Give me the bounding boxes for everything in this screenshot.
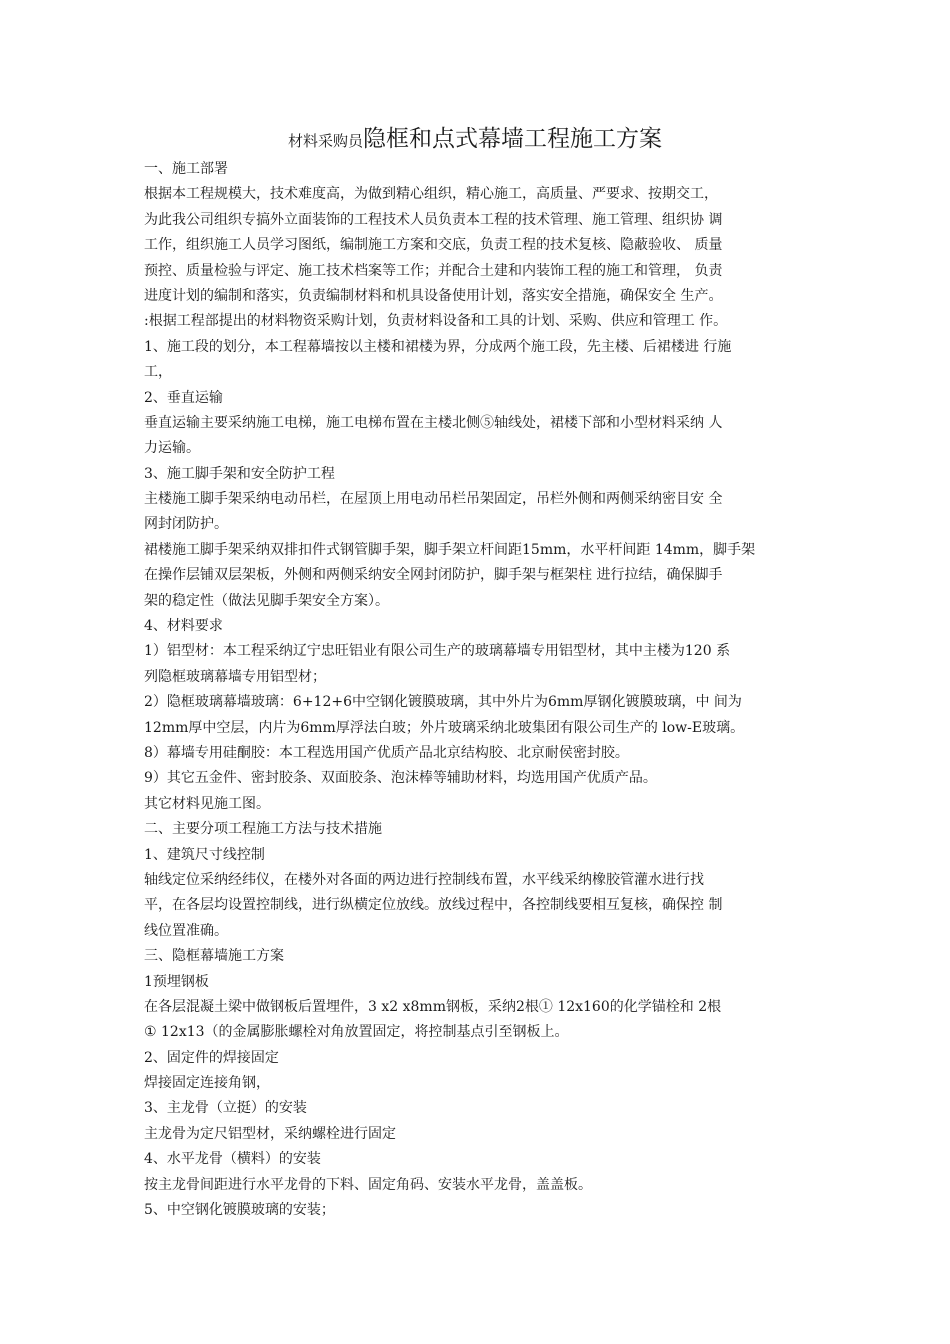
text-line: 主龙骨为定尺铝型材，采纳螺栓进行固定 (144, 1125, 396, 1142)
text-line: ① 12x13（的金属膨胀螺栓对角放置固定，将控制基点引至钢板上。 (144, 1024, 569, 1041)
text-line: 3、主龙骨（立挺）的安装 (144, 1100, 307, 1117)
text-line: 2、固定件的焊接固定 (144, 1049, 279, 1066)
text-line: 1、建筑尺寸线控制 (144, 846, 265, 863)
text-line: :根据工程部提出的材料物资采购计划，负责材料设备和工具的计划、采购、供应和管理工 作。 (144, 313, 728, 330)
text-line: 8）幕墙专用硅酮胶：本工程选用国产优质产品北京结构胶、北京耐侯密封胶。 (144, 744, 629, 761)
text-line: 网封闭防护。 (144, 516, 228, 533)
text-line: 根据本工程规模大，技术难度高，为做到精心组织，精心施工，高质量、严要求、按期交工， (144, 186, 718, 203)
text-line: 4、水平龙骨（横料）的安装 (144, 1151, 321, 1168)
title-main: 隐框和点式幕墙工程施工方案 (363, 126, 662, 152)
text-line: 三、隐框幕墙施工方案 (144, 948, 284, 965)
text-line: 12mm厚中空层，内片为6mm厚浮法白玻；外片玻璃采纳北玻集团有限公司生产的 low-E玻璃。 (144, 719, 745, 736)
title-prefix: 材料采购员 (287, 132, 363, 150)
text-line: 2）隐框玻璃幕墙玻璃：6+12+6中空钢化镀膜玻璃，其中外片为6mm厚钢化镀膜玻璃，中 间为 (144, 694, 742, 711)
text-line: 1）铝型材：本工程采纳辽宁忠旺铝业有限公司生产的玻璃幕墙专用铝型材，其中主楼为120 系 (144, 643, 731, 660)
text-line: 主楼施工脚手架采纳电动吊栏，在屋顶上用电动吊栏吊架固定，吊栏外侧和两侧采纳密目安 全 (144, 491, 723, 508)
text-line: 一、施工部署 (144, 161, 228, 177)
text-line: 2、垂直运输 (144, 389, 223, 406)
text-line: 按主龙骨间距进行水平龙骨的下料、固定角码、安装水平龙骨，盖盖板。 (144, 1176, 592, 1193)
text-line: 进度计划的编制和落实，负责编制材料和机具设备使用计划，落实安全措施，确保安全 生产。 (144, 287, 723, 304)
text-line: 4、材料要求 (144, 618, 223, 635)
text-line: 其它材料见施工图。 (144, 795, 270, 812)
text-line: 9）其它五金件、密封胶条、双面胶条、泡沫棒等辅助材料，均选用国产优质产品。 (144, 770, 657, 787)
document-body (144, 157, 824, 1223)
text-line: 预控、质量检验与评定、施工技术档案等工作；并配合土建和内装饰工程的施工和管理， 负责 (144, 262, 723, 279)
text-line: 1、施工段的划分，本工程幕墙按以主楼和裙楼为界，分成两个施工段，先主楼、后裙楼进 行施 (144, 338, 732, 355)
document-title (0, 120, 950, 153)
text-line: 为此我公司组织专搞外立面装饰的工程技术人员负责本工程的技术管理、施工管理、组织协 调 (144, 211, 723, 228)
text-line: 焊接固定连接角钢， (144, 1075, 270, 1092)
text-line: 垂直运输主要采纳施工电梯，施工电梯布置在主楼北侧⑤轴线处，裙楼下部和小型材料采纳 人 (144, 414, 723, 431)
text-line: 3、施工脚手架和安全防护工程 (144, 465, 335, 482)
text-line: 平，在各层均设置控制线，进行纵横定位放线。放线过程中，各控制线要相互复核，确保控 制 (144, 897, 723, 914)
text-line: 线位置准确。 (144, 922, 228, 939)
text-line: 二、主要分项工程施工方法与技术措施 (144, 821, 382, 838)
text-line: 1预埋钢板 (144, 973, 209, 990)
text-line: 力运输。 (144, 440, 200, 457)
text-line: 裙楼施工脚手架采纳双排扣件式钢管脚手架，脚手架立杆间距15mm，水平杆间距 14mm，脚手架 (144, 541, 756, 558)
text-line: 工， (144, 364, 172, 381)
text-line: 在操作层铺双层架板，外侧和两侧采纳安全网封闭防护，脚手架与框架柱 进行拉结，确保脚手 (144, 567, 723, 584)
text-line: 工作，组织施工人员学习图纸，编制施工方案和交底，负责工程的技术复核、隐蔽验收、 质量 (144, 237, 723, 254)
text-line: 轴线定位采纳经纬仪，在楼外对各面的两边进行控制线布置，水平线采纳橡胶管灌水进行找 (144, 871, 704, 888)
text-line: 列隐框玻璃幕墙专用铝型材； (144, 668, 326, 685)
text-line: 架的稳定性（做法见脚手架安全方案）。 (144, 592, 389, 609)
text-line: 5、中空钢化镀膜玻璃的安装； (144, 1202, 335, 1219)
text-line: 在各层混凝土梁中做钢板后置埋件，3 x2 x8mm钢板，采纳2根① 12x160的化学锚栓和 2根 (144, 998, 722, 1015)
